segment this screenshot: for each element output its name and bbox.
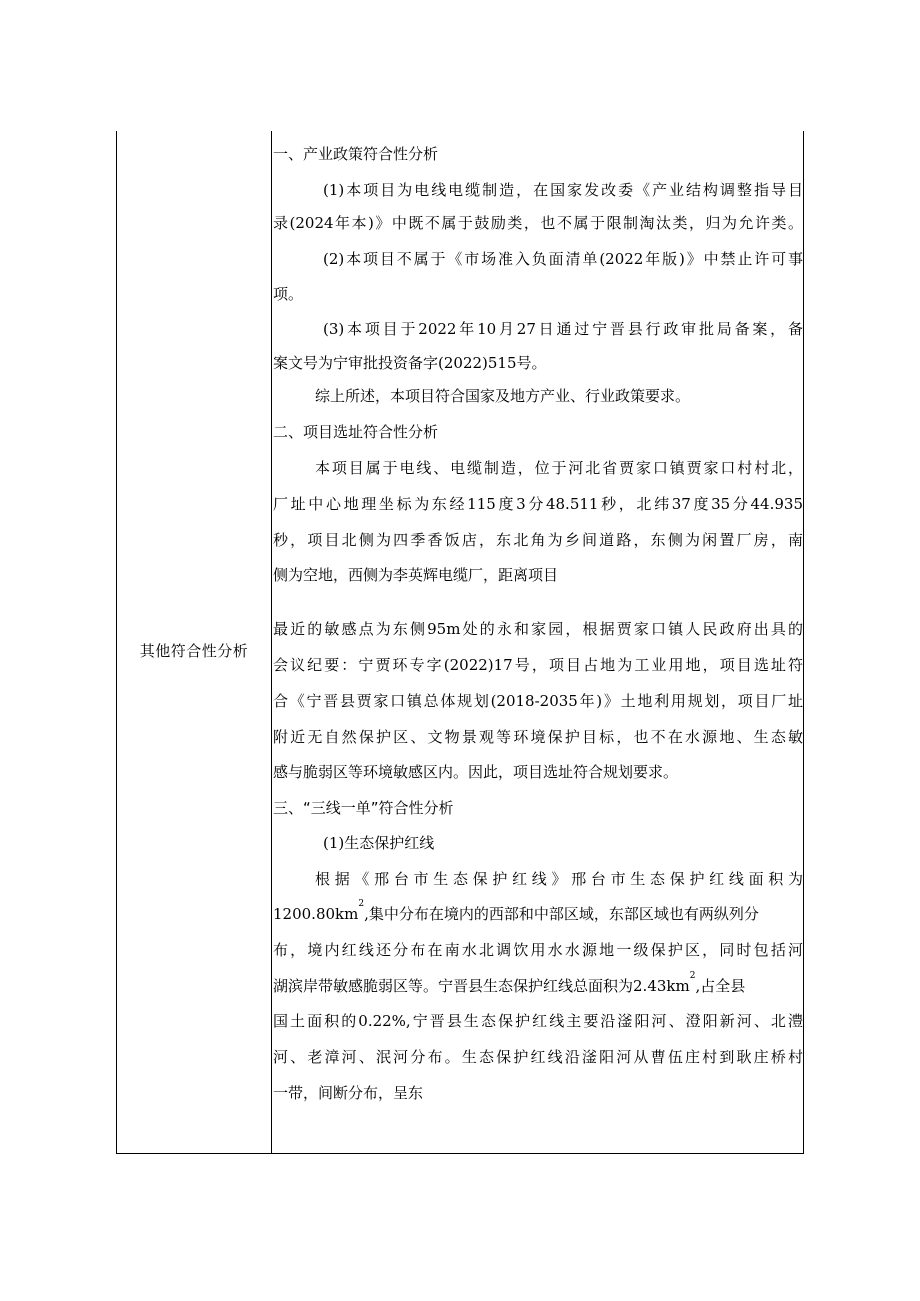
paragraph-line: 最近的敏感点为东侧95m处的永和家园，根据贾家口镇人民政府出具的: [273, 620, 803, 638]
paragraph-line: 侧为空地，西侧为李英辉电缆厂，距离项目: [273, 566, 559, 584]
row-label: 其他符合性分析: [139, 641, 249, 660]
subheading-ecological-redline: (1)生态保护红线: [323, 834, 435, 852]
paragraph-line: [273, 899, 803, 924]
paragraph-line: (3)本项目于2022年10月27日通过宁晋县行政审批局备案，备: [323, 320, 803, 338]
paragraph-line: (1)本项目为电线电缆制造，在国家发改委《产业结构调整指导目: [323, 181, 803, 199]
paragraph-line: 本项目属于电线、电缆制造，位于河北省贾家口镇贾家口村村北，: [315, 459, 803, 477]
paragraph-line: 案文号为宁审批投资备字(2022)515号。: [273, 354, 547, 372]
paragraph-line: 附近无自然保护区、文物景观等环境保护目标，也不在水源地、生态敏: [273, 728, 803, 746]
paragraph-line: (2)本项目不属于《市场准入负面清单(2022年版)》中禁止许可事: [323, 250, 803, 268]
text-fragment: ,集中分布在境内的西部和中部区域，东部区域也有两纵列分: [364, 905, 759, 923]
paragraph-line: 厂址中心地理坐标为东经115度3分48.511秒，北纬37度35分44.935: [273, 495, 803, 513]
superscript: 2: [358, 899, 365, 909]
paragraph-line: 项。: [273, 285, 304, 303]
row-label-cell: [117, 131, 271, 1153]
text-fragment: 1200.80km: [273, 905, 359, 923]
section-heading-three-lines-one-list: 三、“三线一单”符合性分析: [273, 799, 454, 817]
text-fragment: ,占全县: [695, 977, 746, 995]
paragraph-line: 国土面积的0.22%,宁晋县生态保护红线主要沿滏阳河、澄阳新河、北澧: [273, 1012, 803, 1030]
paragraph-line: [273, 971, 803, 996]
analysis-table: [116, 131, 804, 1154]
superscript: 2: [689, 971, 696, 981]
paragraph-line: 根据《邢台市生态保护红线》邢台市生态保护红线面积为: [315, 870, 803, 888]
column-divider: [271, 131, 272, 1153]
section-heading-industry-policy: 一、产业政策符合性分析: [273, 145, 439, 163]
text-fragment: 湖滨岸带敏感脆弱区等。宁晋县生态保护红线总面积为2.43km: [273, 977, 690, 995]
paragraph-line: 合《宁晋县贾家口镇总体规划(2018-2035年)》土地利用规划，项目厂址: [273, 692, 803, 710]
paragraph-line: 河、老漳河、泯河分布。生态保护红线沿滏阳河从曹伍庄村到耿庄桥村: [273, 1048, 803, 1066]
paragraph-line: 感与脆弱区等环境敏感区内。因此，项目选址符合规划要求。: [273, 763, 679, 781]
paragraph-line: 一带，间断分布，呈东: [273, 1084, 424, 1102]
paragraph-line: 录(2024年本)》中既不属于鼓励类，也不属于限制淘汰类，归为允许类。: [273, 214, 803, 232]
section-heading-site-selection: 二、项目选址符合性分析: [273, 423, 439, 441]
paragraph-line: 会议纪要：宁贾环专字(2022)17号，项目占地为工业用地，项目选址符: [273, 656, 803, 674]
paragraph-line: 布，境内红线还分布在南水北调饮用水水源地一级保护区，同时包括河: [273, 941, 803, 959]
paragraph-line: 秒，项目北侧为四季香饭店，东北角为乡间道路，东侧为闲置厂房，南: [273, 531, 803, 549]
paragraph-line: 综上所述，本项目符合国家及地方产业、行业政策要求。: [315, 387, 691, 405]
